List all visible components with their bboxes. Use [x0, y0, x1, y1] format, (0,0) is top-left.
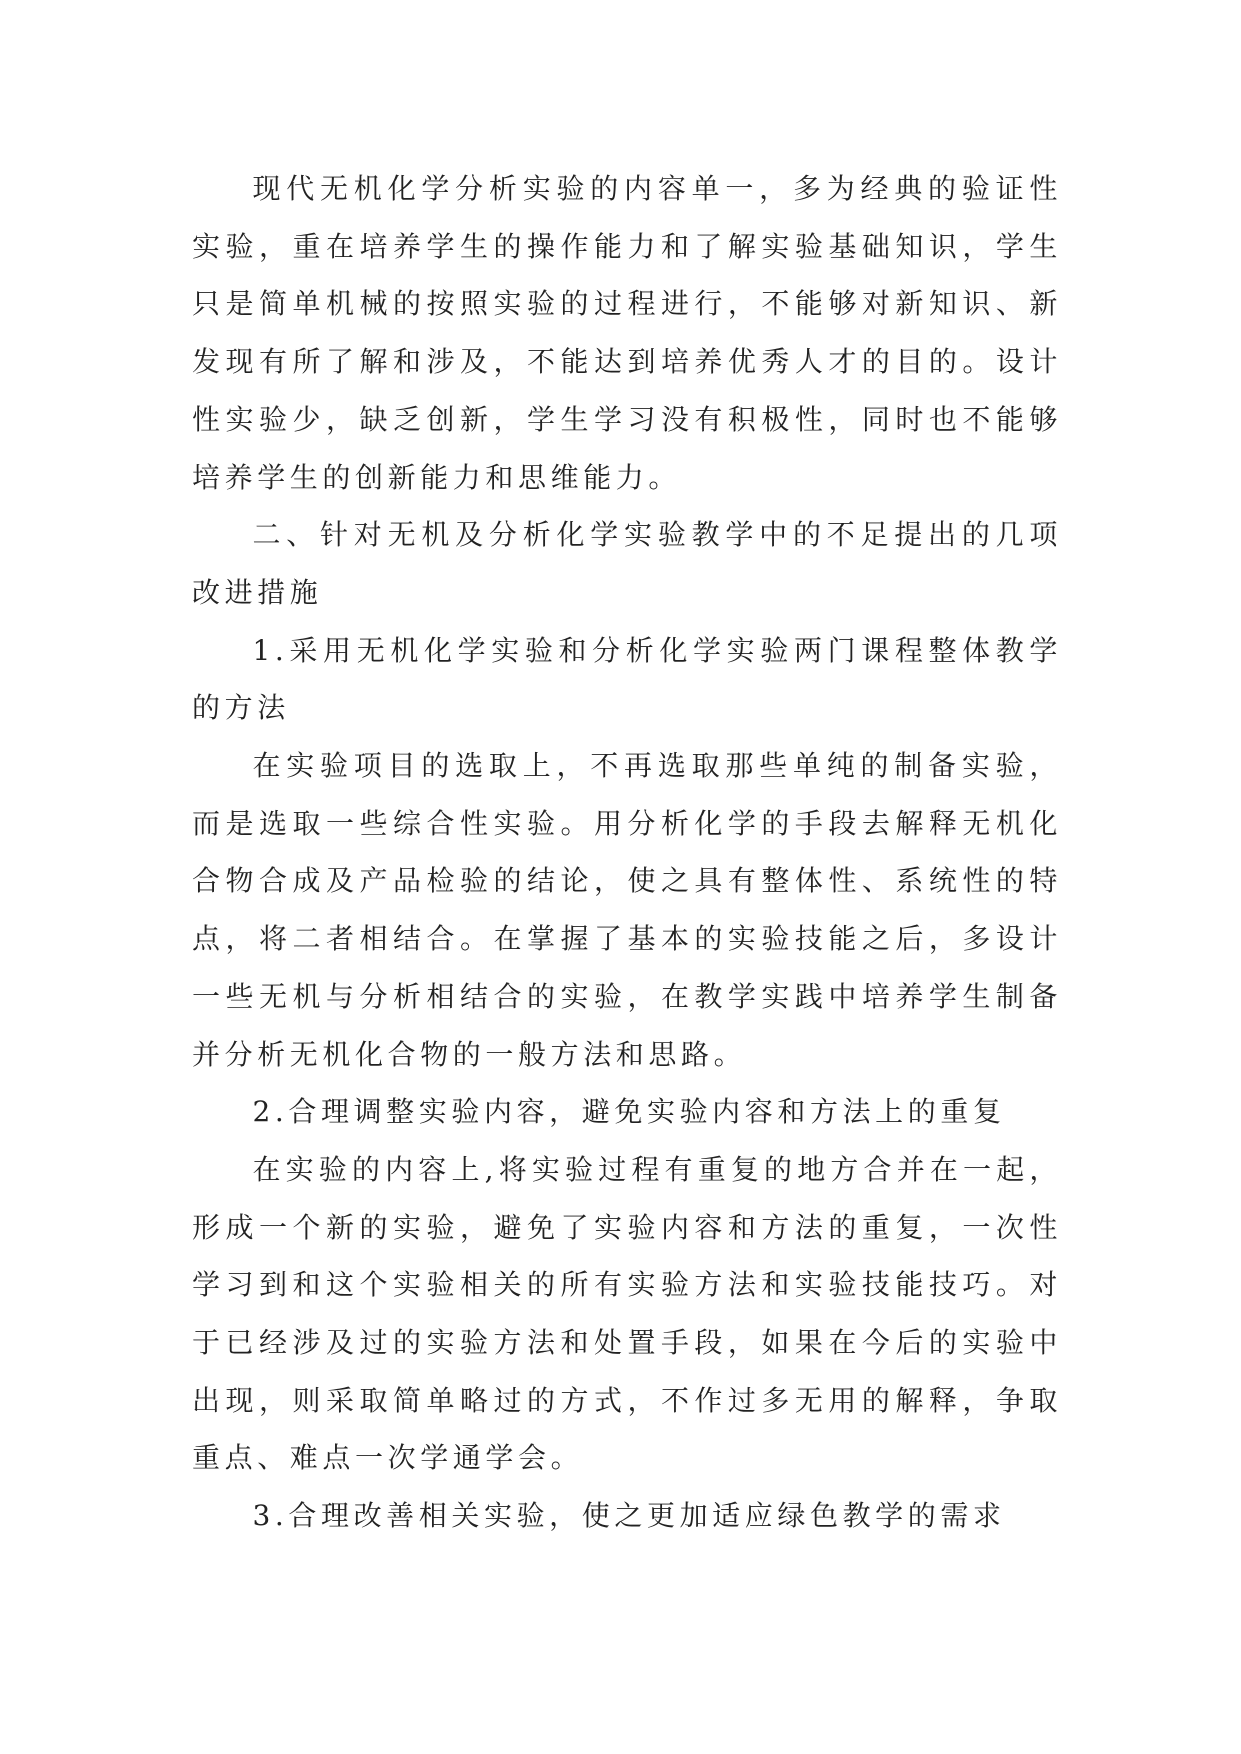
paragraph-problem-description: 现代无机化学分析实验的内容单一，多为经典的验证性实验，重在培养学生的操作能力和了解实验基础知识，学生只是简单机械的按照实验的过程进行，不能够对新知识、新发现有所了解和涉及，不能达到培养优秀人才的目的。设计性实验少，缺乏创新，学生学习没有积极性，同时也不能够培养学生的创新能力和思维能力。	[192, 172, 1062, 494]
section-heading-improvements: 二、针对无机及分析化学实验教学中的不足提出的几项改进措施	[192, 518, 1062, 609]
paragraph-measure-2: 在实验的内容上,将实验过程有重复的地方合并在一起，形成一个新的实验，避免了实验内容和方法的重复，一次性学习到和这个实验相关的所有实验方法和实验技能技巧。对于已经涉及过的实验方法和处置手段，如果在今后的实验中出现，则采取简单略过的方式，不作过多无用的解释，争取重点、难点一次学通学会。	[192, 1152, 1062, 1475]
subheading-measure-3: 3.合理改善相关实验，使之更加适应绿色教学的需求	[252, 1499, 1006, 1533]
subheading-measure-1: 1.采用无机化学实验和分析化学实验两门课程整体教学的方法	[192, 633, 1062, 725]
paragraph-measure-1: 在实验项目的选取上，不再选取那些单纯的制备实验，而是选取一些综合性实验。用分析化学的手段去解释无机化合物合成及产品检验的结论，使之具有整体性、系统性的特点，将二者相结合。在掌握了基本的实验技能之后，多设计一些无机与分析相结合的实验，在教学实践中培养学生制备并分析无机化合物的一般方法和思路。	[192, 749, 1062, 1071]
subheading-measure-2: 2.合理调整实验内容，避免实验内容和方法上的重复	[252, 1095, 1006, 1129]
document-body	[192, 160, 1062, 1545]
